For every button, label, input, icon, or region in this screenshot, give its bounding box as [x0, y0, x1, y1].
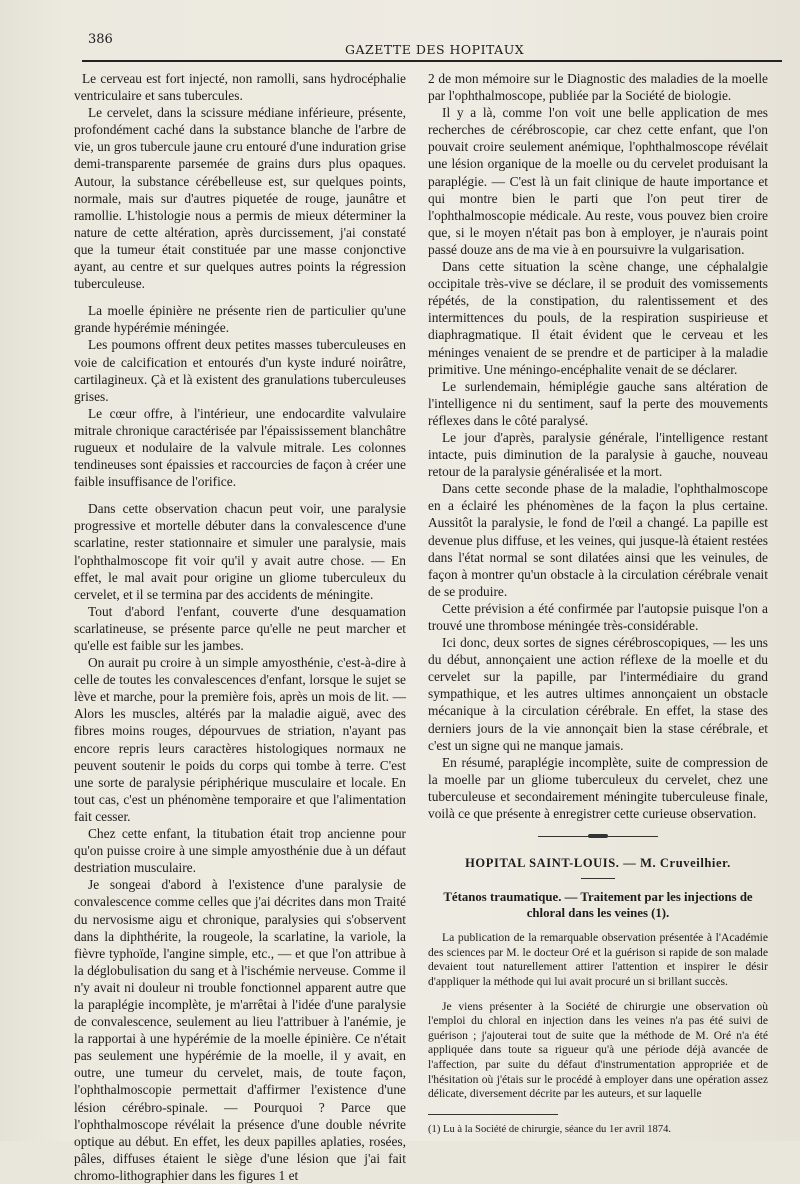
paragraph: La moelle épinière ne présente rien de particulier qu'une grande hypérémie méningée.: [74, 303, 406, 336]
paragraph: Tout d'abord l'enfant, couverte d'une desquamation scarlatineuse, se présente parce qu'elle ne peut marcher et qu'elle est faible sur les jambes.: [74, 603, 406, 653]
paragraph: La publication de la remarquable observation présentée à l'Académie des sciences par M. le docteur Oré et la guérison si rapide de son malade devaient tout naturellement attirer l'attention et inspirer le désir d'appliquer la méthode qui lui avait procuré un si brillant succès.: [428, 931, 768, 988]
paragraph: Je songeai d'abord à l'existence d'une paralysie de convalescence comme celles que j'ai décrites dans mon Traité du nervosisme aigu et chronique, paralysies qui s'observent dans la diphthérite, la rougeole, la scarlatine, la variole, la fièvre typhoïde, l'angine simple, etc., — et que l'on attribue à la déglobulisation du sang et à l'ischémie nerveuse. Comme il n'y avait ni douleur ni trouble fonctionnel apparent autre que la paraplégie incomplète, je m'arrêtai à l'idée d'une paralysie de convalescence, seulement au lieu l'attribuer à l'anémie, je la rapportai à une hypérémie de la moelle épinière. Ce n'était pas seulement une hypérémie de la moelle, il y avait, en outre, une tumeur du cervelet, mais, de toute façon, l'ophthalmoscopie permettait d'affirmer l'existence d'une lésion cérébro-spinale. — Pourquoi ? Parce que l'ophthalmoscope révélait la présence d'une double névrite optique au début. En effet, les deux papilles aplaties, rosées, pâles, diffuses étaient le siège d'une lésion que j'ai fait chromo-lithographier dans les figures 1 et: [74, 877, 406, 1183]
paragraph: Chez cette enfant, la titubation était trop ancienne pour qu'on puisse croire à une simple amyosthénie due à un défaut destriation musculaire.: [74, 826, 406, 876]
paragraph: Dans cette observation chacun peut voir, une paralysie progressive et mortelle débuter dans la convalescence d'une scarlatine, rester stationnaire et simuler une paralysie, mais l'ophthalmoscope fit voir qu'il y avait autre chose. — En effet, le mal avait pour origine un gliome tuberculeux du cervelet, et il se termina par des accidents de méningite.: [74, 501, 406, 602]
footnote-rule: [428, 1114, 558, 1115]
paragraph: Le cœur offre, à l'intérieur, une endocardite valvulaire mitrale chronique caractérisée par l'épaississement blanchâtre rugueux et nodulaire de la valvule mitrale. Les colonnes tendineuses sont épaissies et raccourcies de façon à créer une faible insuffisance de l'orifice.: [74, 405, 406, 490]
paragraph: Le jour d'après, paralysie générale, l'intelligence restant intacte, puis diminution de la paralysie à gauche, nouveau retour de la paralysie généralisée et la mort.: [428, 429, 768, 480]
page-header: [60, 30, 790, 62]
paragraph: Il y a là, comme l'on voit une belle application de mes recherches de cérébroscopie, car chez cette enfant, que l'on pouvait croire seulement anémique, l'ophthalmoscope révélait une lésion organique de la moelle ou du cervelet produisant la paraplégie. — C'est là un fait clinique de haute importance et qui montre bien le parti que l'on peut tirer de l'ophthalmoscopie médicale. Au reste, vous pouvez bien croire que, si le moyen n'était pas bon à employer, je n'aurais point passé douze ans de ma vie à en poursuivre la vulgarisation.: [428, 105, 768, 257]
paragraph: Je viens présenter à la Société de chirurgie une observation où l'emploi du chloral en injection dans les veines n'a pas été suivi de guérison ; j'ajouterai tout de suite que la méthode de M. Oré n'a été appliquée dans toute sa rigueur qu'à une période déjà avancée de l'affection, par suite du défaut d'instrumentation appropriée et de l'hésitation où j'étais sur le procédé à employer dans une opération assez délicate, diversement décrite par les auteurs, et sur laquelle: [428, 999, 768, 1101]
paragraph: Dans cette situation la scène change, une céphalalgie occipitale très-vive se déclare, il se produit des vomissements répétés, de la constipation, du ralentissement et des intermittences du pouls, de la respiration suspirieuse et diaphragmatique. Il était évident que le cerveau et les méninges venaient de se prendre et de participer à la maladie primitive. Une méningo-encéphalite venait de se déclarer.: [428, 259, 768, 377]
left-column: [74, 70, 406, 1184]
right-column: [428, 70, 768, 1138]
paragraph: Ici donc, deux sortes de signes cérébroscopiques, — les uns du début, annonçaient une action réflexe de la moelle et du cervelet sur la papille, par l'intermédiaire du grand sympathique, et les autres ultimes annonçaient un obstacle mécanique à la circulation cérébrale. En effet, la stase des derniers jours de la vie annonçait bien la stase cérébrale, et c'est un signe qui ne manque jamais.: [428, 635, 768, 753]
footnote: (1) Lu à la Société de chirurgie, séance du 1er avril 1874.: [428, 1123, 672, 1135]
heading-rule: [581, 878, 615, 879]
article-title: Tétanos traumatique. — Traitement par les injections de chloral dans les veines (1).: [443, 890, 753, 921]
paragraph: Dans cette seconde phase de la maladie, l'ophthalmoscope en a éclairé les phénomènes de la façon la plus certaine. Aussitôt la paralysie, le fond de l'œil a changé. La papille est devenue plus diffuse, et les veines, qui jusque-là étaient restées dans l'état normal se sont dilatées ainsi que les veinules, de façon à montrer qu'un obstacle à la circulation cérébrale venait de se produire.: [428, 481, 768, 599]
paragraph: Cette prévision a été confirmée par l'autopsie puisque l'on a trouvé une thrombose méningée très-considérable.: [428, 600, 768, 633]
running-head: GAZETTE DES HOPITAUX: [345, 42, 525, 57]
section-divider: [538, 836, 658, 837]
paragraph: Le surlendemain, hémiplégie gauche sans altération de l'intelligence ni du sentiment, sauf la perte des mouvements réflexes dans le côté paralysé.: [428, 378, 768, 428]
page-number: 386: [88, 32, 113, 47]
paragraph: 2 de mon mémoire sur le Diagnostic des maladies de la moelle par l'ophthalmoscope, publiée par la Société de biologie.: [428, 71, 768, 104]
paragraph: Les poumons offrent deux petites masses tuberculeuses en voie de calcification et entourés d'un kyste induré noirâtre, cartilagineux. Çà et là existent des granulations tuberculeuses grises.: [74, 337, 406, 404]
header-rule: [82, 60, 782, 62]
section-heading: HOPITAL SAINT-LOUIS. — M. Cruveilhier.: [465, 856, 731, 871]
paragraph: En résumé, paraplégie incomplète, suite de compression de la moelle par un gliome tuberculeux du cervelet, chez une tuberculeuse et secondairement méningite tuberculeuse finale, voilà ce que présente à enregistrer cette curieuse observation.: [428, 754, 768, 822]
paragraph: Le cerveau est fort injecté, non ramolli, sans hydrocéphalie ventriculaire et sans tubercules.: [74, 71, 406, 104]
paragraph: Le cervelet, dans la scissure médiane inférieure, présente, profondément caché dans la substance blanche de l'arbre de vie, un gros tubercule jaune cru entouré d'une induration grise demi-transparente parsemée de grains durs plus opaques. Autour, la substance cérébelleuse est, sur quelques points, normale, mais sur d'autres piquetée de rouge, jaunâtre et ramollie. L'histologie nous a permis de mieux déterminer la nature de cette altération, après durcissement, j'ai constaté que la tumeur était constituée par une masse conjonctive ayant, au centre et sur quelques autres points la régression tuberculeuse.: [74, 105, 406, 292]
paragraph: On aurait pu croire à un simple amyosthénie, c'est-à-dire à celle de toutes les convalescences d'enfant, lorsque le sujet se lève et marche, pour la première fois, après un mois de lit. — Alors les muscles, altérés par la maladie aiguë, avec des fibres moins rouges, dépourvues de striation, n'ayant pas encore repris leurs caractères histologiques normaux ne peuvent soutenir le poids du corps qui tombe à terre. C'est une sorte de paralysie périphérique musculaire et locale. En tout cas, c'est un phénomène temporaire et que l'alimentation fait cesser.: [74, 655, 406, 824]
